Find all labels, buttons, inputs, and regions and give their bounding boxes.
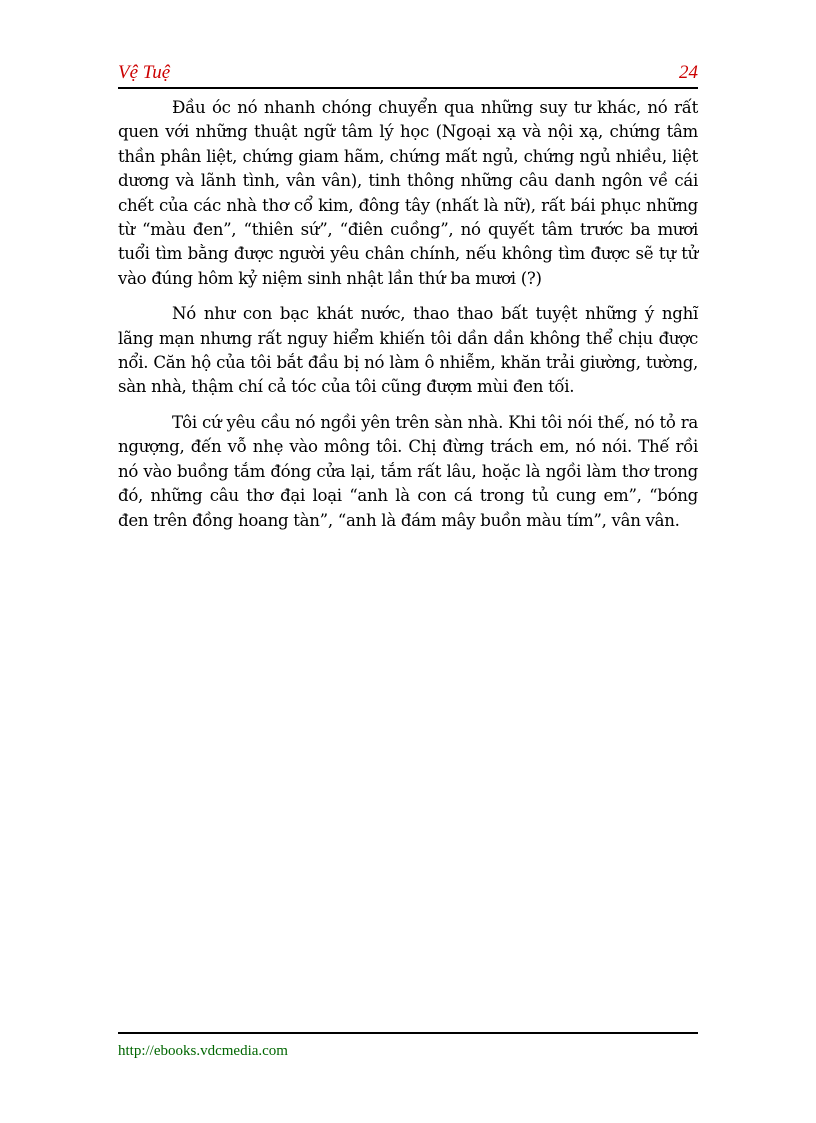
- paragraph-3: Tôi cứ yêu cầu nó ngồi yên trên sàn nhà. Khi tôi nói thế, nó tỏ ra ngượng, đến vỗ nhẹ vào mông tôi. Chị đừng trách em, nó nói. Thế rồi nó vào buồng tắm đóng cửa lại, tắm rất lâu, hoặc là ngồi làm thơ trong đó, những câu thơ đại loại “anh là con cá trong tủ cung em”, “bóng đen trên đồng hoang tàn”, “anh là đám mây buồn màu tím”, vân vân.: [118, 412, 698, 530]
- footer-url-link[interactable]: http://ebooks.vdcmedia.com: [118, 1043, 288, 1059]
- body-text: [118, 96, 698, 544]
- paragraph-2: Nó như con bạc khát nước, thao thao bất tuyệt những ý nghĩ lãng mạn nhưng rất nguy hiểm khiến tôi dần dần không thể chịu được nổi. Căn hộ của tôi bắt đầu bị nó làm ô nhiễm, khăn trải giường, tường, sàn nhà, thậm chí cả tóc của tôi cũng đượm mùi đen tối.: [118, 304, 698, 397]
- header-author: Vệ Tuệ: [118, 62, 171, 83]
- page-header: [118, 60, 698, 88]
- header-divider: [118, 87, 698, 89]
- footer-divider: [118, 1032, 698, 1034]
- paragraph-1: Đầu óc nó nhanh chóng chuyển qua những suy tư khác, nó rất quen với những thuật ngữ tâm lý học (Ngoại xạ và nội xạ, chứng tâm thần phân liệt, chứng giam hãm, chứng mất ngủ, chứng ngủ nhiều, liệt dương và lãnh tình, vân vân), tinh thông những câu danh ngôn về cái chết của các nhà thơ cổ kim, đông tây (nhất là nữ), rất bái phục những từ “màu đen”, “thiên sứ”, “điên cuồng”, nó quyết tâm trước ba mươi tuổi tìm bằng được người yêu chân chính, nếu không tìm được sẽ tự tử vào đúng hôm kỷ niệm sinh nhật lần thứ ba mươi (?): [118, 98, 698, 288]
- page-number: 24: [679, 62, 698, 83]
